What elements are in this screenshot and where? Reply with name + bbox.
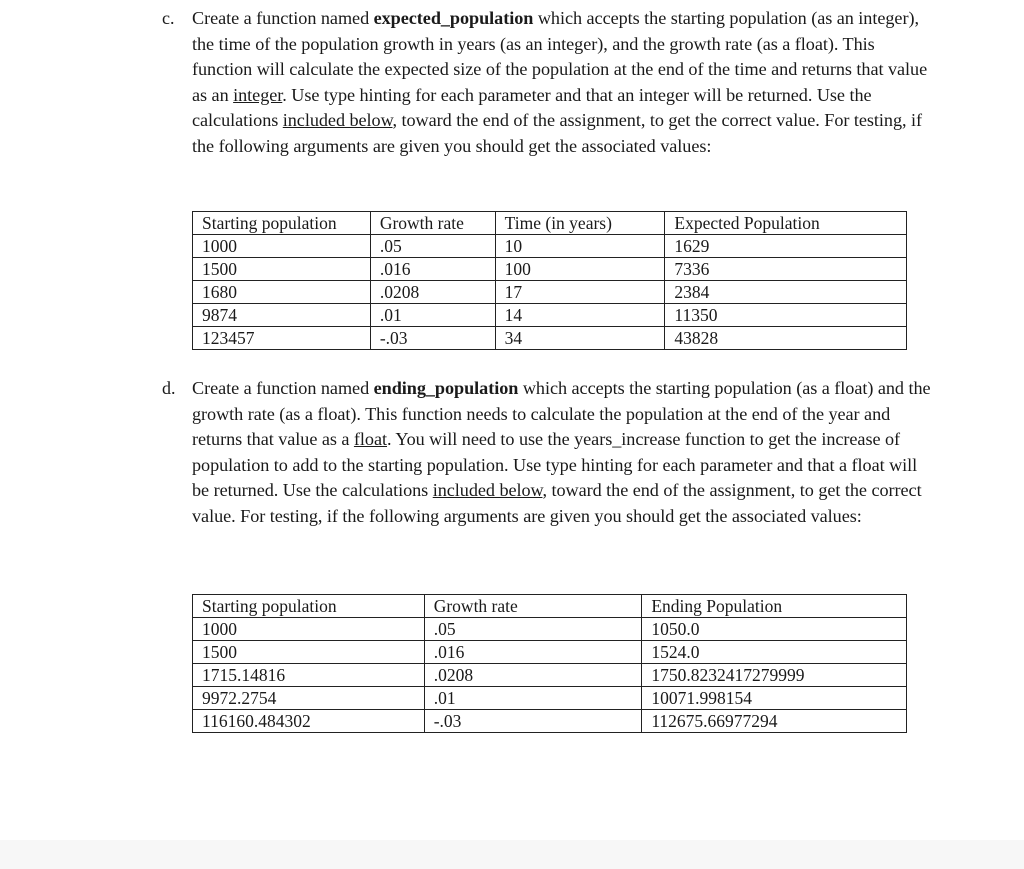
- ending-population-table: [192, 594, 907, 733]
- section-c-paragraph: [192, 6, 937, 159]
- table-row: [193, 281, 907, 304]
- function-name-ending-population: ending_population: [373, 378, 519, 398]
- table-cell: 116160.484302: [193, 710, 425, 733]
- table-cell: .016: [424, 641, 642, 664]
- table-cell: 34: [495, 327, 665, 350]
- table-cell: 100: [495, 258, 665, 281]
- table-cell: 1680: [193, 281, 371, 304]
- table-cell: 14: [495, 304, 665, 327]
- table-cell: 11350: [665, 304, 907, 327]
- page-bottom-margin: [0, 840, 1024, 869]
- table-header-cell: Starting population: [193, 595, 425, 618]
- table-cell: .0208: [370, 281, 495, 304]
- table-row: [193, 258, 907, 281]
- table-cell: 7336: [665, 258, 907, 281]
- text-run: . Use type hinting for each parameter and that an integer will be returned. Use the calculations: [192, 84, 872, 130]
- table-cell: 1500: [193, 258, 371, 281]
- table-cell: 9972.2754: [193, 687, 425, 710]
- table-cell: 2384: [665, 281, 907, 304]
- table-cell: .05: [424, 618, 642, 641]
- table-row: [193, 235, 907, 258]
- table-header-row: [193, 212, 907, 235]
- included-below-reference: included below: [432, 480, 543, 500]
- table-cell: .01: [424, 687, 642, 710]
- table-row: [193, 664, 907, 687]
- table-header-cell: Growth rate: [424, 595, 642, 618]
- text-run: , toward the end of the assignment, to get the correct value. For testing, if the following arguments are given you should get the associated values:: [192, 480, 922, 526]
- table-cell: 43828: [665, 327, 907, 350]
- table-cell: 10071.998154: [642, 687, 907, 710]
- table-row: [193, 710, 907, 733]
- text-run: Create a function named: [192, 378, 374, 398]
- expected-population-table: [192, 211, 907, 350]
- section-d-paragraph: [192, 376, 937, 529]
- table-cell: .05: [370, 235, 495, 258]
- return-type-integer: integer: [233, 84, 283, 105]
- table-cell: -.03: [370, 327, 495, 350]
- table-cell: 1000: [193, 618, 425, 641]
- table-row: [193, 327, 907, 350]
- table-row: [193, 687, 907, 710]
- text-run: Create a function named: [192, 8, 374, 28]
- table-cell: .016: [370, 258, 495, 281]
- table-header-cell: Starting population: [193, 212, 371, 235]
- text-run: which accepts the starting population (as an integer), the time of the population growth in years (as an integer), and the growth rate (as a float). This function will calculate the expected size of the population at the end of the time and returns that value as an: [192, 8, 928, 105]
- table-cell: 1715.14816: [193, 664, 425, 687]
- included-below-reference: included below: [282, 110, 393, 130]
- table-cell: 112675.66977294: [642, 710, 907, 733]
- table-row: [193, 618, 907, 641]
- list-marker-d: d.: [162, 378, 176, 398]
- table-cell: 17: [495, 281, 665, 304]
- text-run: which accepts the starting population (as a float) and the growth rate (as a float). This function needs to calculate the population at the end of the year and returns that value as a: [192, 378, 931, 449]
- table-header-cell: Ending Population: [642, 595, 907, 618]
- table-cell: 9874: [193, 304, 371, 327]
- function-name-expected-population: expected_population: [373, 8, 534, 28]
- table-cell: -.03: [424, 710, 642, 733]
- table-row: [193, 304, 907, 327]
- table-header-cell: Growth rate: [370, 212, 495, 235]
- table-header-cell: Expected Population: [665, 212, 907, 235]
- table-cell: 123457: [193, 327, 371, 350]
- table-cell: 10: [495, 235, 665, 258]
- table-cell: .01: [370, 304, 495, 327]
- list-marker-c: c.: [162, 8, 175, 28]
- return-type-float: float: [353, 429, 388, 449]
- table-header-row: [193, 595, 907, 618]
- table-cell: .0208: [424, 664, 642, 687]
- table-cell: 1750.8232417279999: [642, 664, 907, 687]
- text-run: , toward the end of the assignment, to get the correct value. For testing, if the following arguments are given you should get the associated values:: [192, 110, 923, 156]
- table-cell: 1000: [193, 235, 371, 258]
- text-run: . You will need to use the years_increase function to get the increase of population to add to the starting population. Use type hinting for each parameter and that a float will be returned. Use the calculations: [192, 429, 918, 500]
- table-row: [193, 641, 907, 664]
- table-cell: 1050.0: [642, 618, 907, 641]
- table-header-cell: Time (in years): [495, 212, 665, 235]
- table-cell: 1500: [193, 641, 425, 664]
- table-cell: 1629: [665, 235, 907, 258]
- table-cell: 1524.0: [642, 641, 907, 664]
